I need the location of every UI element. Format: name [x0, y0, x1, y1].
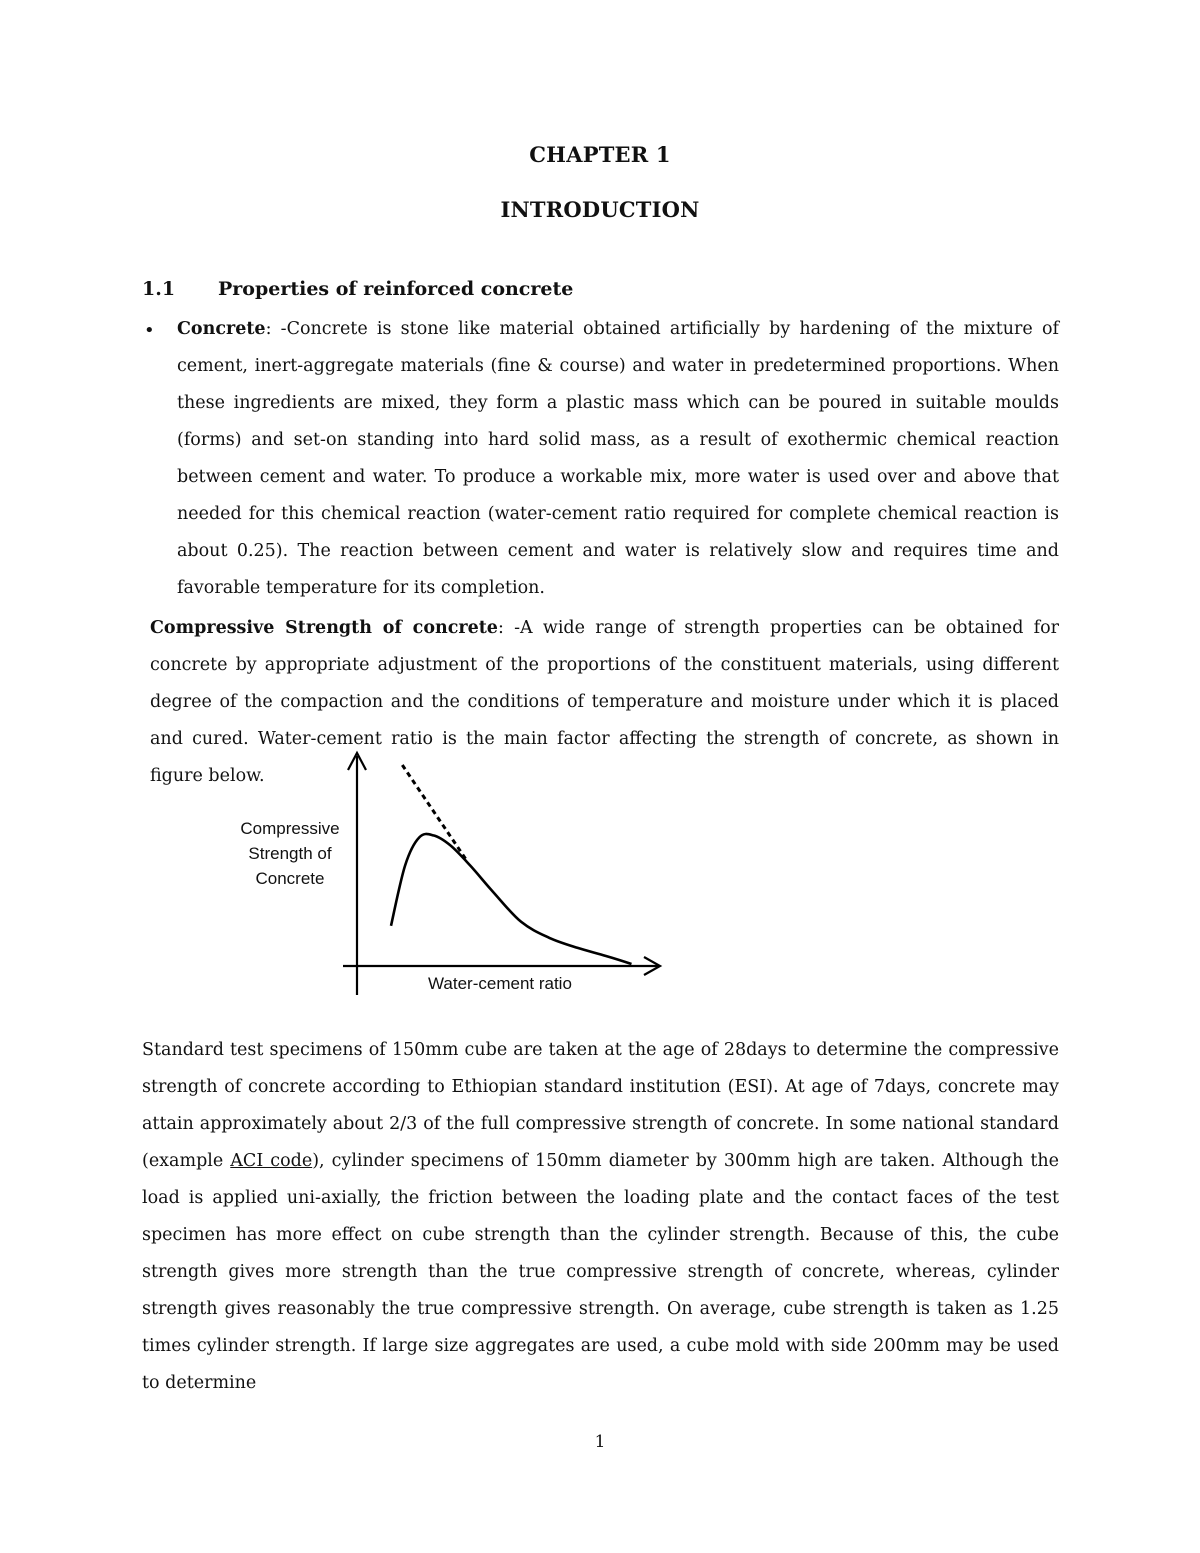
chapter-subtitle: INTRODUCTION — [500, 197, 700, 222]
page-number: 1 — [594, 1432, 606, 1452]
chart-y-label-line: Strength of — [248, 844, 332, 863]
chart-series — [391, 765, 632, 964]
aci-code-link[interactable]: ACI code — [230, 1151, 313, 1171]
compressive-text: : -A wide range of strength properties can be obtained for concrete by appropriate adjustment of the proportions of the constituent materials, using different degree of the compaction and the conditions of temperature and moisture under which it is placed and cured. Water-cement ratio is the main factor affecting the strength of concrete, as shown in figure below. — [150, 618, 1059, 786]
chart-y-label-line: Concrete — [255, 869, 325, 888]
section-title: Properties of reinforced concrete — [218, 278, 574, 300]
concrete-text: : -Concrete is stone like material obtained artificially by hardening of the mixture of cement, inert-aggregate materials (fine & course) and water in predetermined proportions. When these ingredients are mixed, they form a plastic mass which can be poured in suitable moulds (forms) and set-on standing into hard solid mass, as a result of exothermic chemical reaction between cement and water. To produce a workable mix, more water is used over and above that needed for this chemical reaction (water-cement ratio required for complete chemical reaction is about 0.25). The reaction between cement and water is relatively slow and requires time and favorable temperature for its completion. — [177, 319, 1059, 598]
specimen-text-continued: ), cylinder specimens of 150mm diameter by 300mm high are taken. Although the load is applied uni-axially, the friction between the loading plate and the contact faces of the test specimen has more effect on cube strength than the cylinder strength. Because of this, the cube strength gives more strength than the true compressive strength of concrete, whereas, cylinder strength gives reasonably the true compressive strength. On average, cube strength is taken as 1.25 times cylinder strength. If large size aggregates are used, a cube mold with side 200mm may be used to determine — [142, 1151, 1059, 1393]
test-specimen-paragraph — [142, 1032, 1059, 1402]
section-number: 1.1 — [142, 278, 176, 300]
chart-y-label — [220, 816, 360, 891]
compressive-term: Compressive Strength of concrete — [150, 618, 498, 638]
specimen-text: Standard test specimens of 150mm cube are taken at the age of 28days to determine the compressive strength of concrete according to Ethiopian standard institution (ESI). At age of 7days, concrete may attain approximately about 2/3 of the full compressive strength of concrete. In some national standard (example — [142, 1040, 1059, 1171]
chart-x-label: Water-cement ratio — [428, 974, 572, 993]
bullet-icon: • — [144, 320, 155, 341]
chapter-title: CHAPTER 1 — [529, 142, 671, 167]
chart-y-label-line: Compressive — [240, 819, 340, 838]
strength-curve — [391, 834, 632, 964]
concrete-term: Concrete — [177, 319, 266, 339]
